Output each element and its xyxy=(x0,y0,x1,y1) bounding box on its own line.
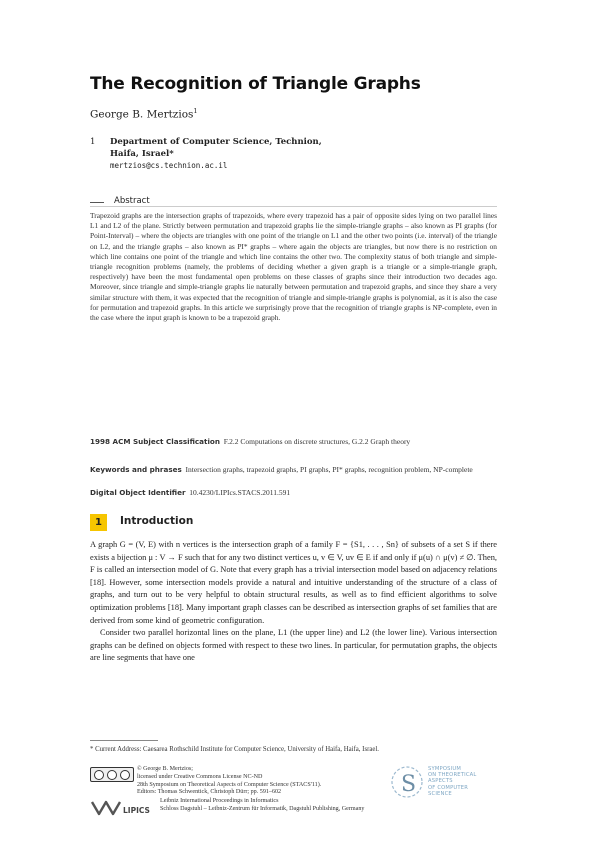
author-name xyxy=(90,107,198,121)
cc-icon xyxy=(94,770,104,780)
stacs-block xyxy=(428,766,508,797)
copyright-line: 28th Symposium on Theoretical Aspects of Computer Science (STACS'11). xyxy=(137,781,322,788)
stacs-line: ASPECTS xyxy=(428,778,453,785)
keywords-value: Intersection graphs, trapezoid graphs, PI graphs, PI* graphs, recognition problem, NP-complete xyxy=(185,465,473,474)
body-paragraph: Consider two parallel horizontal lines on the plane, L1 (the upper line) and L2 (the lower line). Various intersection graphs can be defined on objects formed with respect to these two lines. In particular, for permutation graphs, the objects are line segments that have one xyxy=(90,628,497,663)
paper-title: The Recognition of Triangle Graphs xyxy=(90,74,421,94)
acm-label: 1998 ACM Subject Classification xyxy=(90,437,220,446)
lipics-line: Leibniz International Proceedings in Informatics xyxy=(160,798,279,804)
doi-label: Digital Object Identifier xyxy=(90,488,186,497)
by-icon xyxy=(107,770,117,780)
copyright-line: licensed under Creative Commons License NC-ND xyxy=(137,773,263,780)
affiliation-number: 1 xyxy=(90,137,96,147)
copyright-line: Editors: Thomas Schwentick, Christoph Dürr; pp. 591–602 xyxy=(137,789,282,796)
lipics-logo-text: LIPICS xyxy=(123,806,150,815)
doi xyxy=(90,488,497,498)
lipics-logo-icon xyxy=(90,798,160,818)
section-body xyxy=(90,539,497,665)
copyright-line: © George B. Mertzios; xyxy=(137,766,193,772)
abstract-divider xyxy=(90,206,497,207)
affiliation-line: Haifa, Israel* xyxy=(110,149,174,159)
nd-icon xyxy=(120,770,130,780)
abstract-rule xyxy=(90,202,104,203)
stacs-line: OF COMPUTER xyxy=(428,784,469,791)
keywords-label: Keywords and phrases xyxy=(90,465,182,474)
copyright-block xyxy=(137,766,397,797)
acm-classification xyxy=(90,437,497,447)
lipics-block xyxy=(160,798,480,814)
stacs-line: SCIENCE xyxy=(428,790,452,797)
stacs-line: SYMPOSIUM xyxy=(428,766,462,772)
affiliation-line: Department of Computer Science, Technion, xyxy=(110,137,322,147)
author-email: mertzios@cs.technion.ac.il xyxy=(110,161,228,170)
abstract-body xyxy=(90,211,497,323)
acm-value: F.2.2 Computations on discrete structures, G.2.2 Graph theory xyxy=(223,437,411,446)
lipics-line: Schloss Dagstuhl – Leibniz-Zentrum für Informatik, Dagstuhl Publishing, Germany xyxy=(160,805,365,812)
cc-license-icon xyxy=(90,767,134,782)
keywords xyxy=(90,465,497,475)
stacs-line: ON THEORETICAL xyxy=(428,772,477,779)
footnote: * Current Address: Caesarea Rothschild Institute for Computer Science, University of Haifa, Haifa, Israel. xyxy=(90,746,379,753)
stacs-logo-letter: S xyxy=(401,772,417,797)
body-paragraph: A graph G = (V, E) with n vertices is the intersection graph of a family F = {S1, . . . , Sn} of subsets of a set S if there exists a bijection μ : V → F such that for any two distinct vertices u, v ∈ V, uv ∈ E if and only if μ(u) ∩ μ(v) ≠ ∅. Then, F is called an intersection model of G. Note that every graph has a trivial intersection model based on adjacency relations [18]. However, some intersection models provide a natural and intuitive understanding of the structure of a class of graphs, and turn out to be very helpful to obtain structural results, as well as to find efficient algorithms to solve optimization problems [18]. Many important graph classes can be described as intersection graphs of set families that are derived from some kind of geometric configuration. xyxy=(90,540,497,625)
doi-value: 10.4230/LIPIcs.STACS.2011.591 xyxy=(189,488,291,497)
abstract-text: Trapezoid graphs are the intersection graphs of trapezoids, where every trapezoid has a pair of opposite sides lying on two parallel lines L1 and L2 of the plane. Strictly between permutation and trapezoid graphs lie the simple-triangle graphs – also known as PI graphs (for Point-Interval) – where the objects are triangles with one point of the triangle on L1 and the other two points (i.e. interval) of the triangle on L2, and the triangle graphs – also known as PI* graphs – where again the objects are triangles, but now there is no restriction on which line contains one point of the triangle and which line contains the other two. The complexity status of both triangle and simple-triangle recognition problems (namely, the problems of deciding whether a given graph is a triangle or a simple-triangle graph, respectively) have been the most fundamental open problems on these classes of graphs since their introduction two decades ago. Moreover, since triangle and simple-triangle graphs lie naturally between permutation and trapezoid graphs, and since they share a very similar structure with them, it was expected that the recognition of triangle and simple-triangle graphs is polynomial, as it is also the case for permutation and trapezoid graphs. In this article we surprisingly prove that the recognition of triangle graphs is NP-complete, even in the case where the input graph is known to be a trapezoid graph. xyxy=(90,211,497,323)
affiliation-name xyxy=(110,136,370,160)
footnote-rule xyxy=(90,740,158,741)
section-heading xyxy=(90,514,290,531)
abstract-label: Abstract xyxy=(114,196,150,206)
author-affiliation-mark: 1 xyxy=(193,107,198,115)
author-text: George B. Mertzios xyxy=(90,108,194,121)
section-title: Introduction xyxy=(120,515,194,527)
stacs-logo-icon xyxy=(388,764,426,800)
section-number-badge: 1 xyxy=(90,514,107,531)
